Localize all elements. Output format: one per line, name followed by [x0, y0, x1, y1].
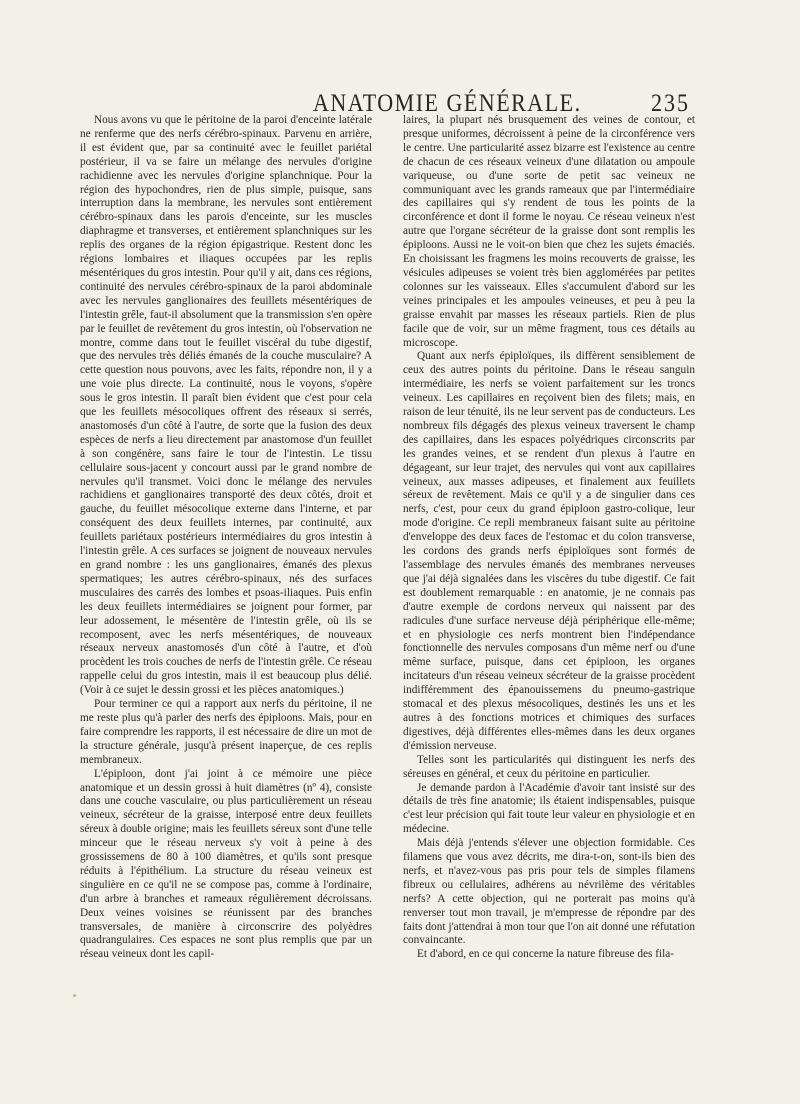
paragraph: Nous avons vu que le péritoine de la paroi d'enceinte latérale ne renferme que des nerfs cérébro-spinaux. Parvenu en arrière, il est évident que, par sa continuité avec le feuillet pariétal postérieur, il va se faire un mélange des nervules d'origine rachidienne avec les nervules d'origine splanchnique. Pour la région des hypochondres, rien de plus simple, puisque, sans interruption dans la membrane, les nervules sont entièrement cérébro-spinaux dans les parois d'enceinte, sur les muscles diaphragme et transverses, et entièrement splanchniques sur les replis des organes de la région épigastrique. Restent donc les régions lombaires et iliaques occupées par les replis mésentériques du gros intestin. Pour qu'il y ait, dans ces régions, continuité des nervules cérébro-spinaux de la paroi abdominale avec les nervules ganglionaires des feuillets mésentériques de l'intestin grêle, faut-il absolument que la transmission s'en opère par le feuillet de revêtement du gros intestin, où l'observation ne montre, comme dans tout le feuillet viscéral du tube digestif, que des nervules très déliés émanés de la couche musculaire? A cette question nous pouvons, avec les faits, répondre non, il y a une voie plus directe. La continuité, nous le voyons, s'opère sous le gros intestin. Il paraît bien évident que c'est pour cela que les feuillets mésocoliques offrent des réseaux si serrés, anastomosés d'un côté à l'autre, de sorte que la fusion des deux espèces de nerfs a lieu directement par anastomose d'un feuillet à son congénère, sans faire le tour de l'intestin. Le tissu cellulaire sous-jacent y concourt aussi par le grand nombre de nervules qu'il transmet. Voici donc le mélange des nervules rachidiens et ganglionaires transporté des deux côtés, droit et gauche, du feuillet mésocolique externe dans l'interne, et par conséquent des deux feuillets internes, par continuité, aux feuillets pariétaux postérieurs intermédiaires du gros intestin à l'intestin grêle. A ces surfaces se joignent de nouveaux nervules en grand nombre : les uns ganglionaires, émanés des plexus spermatiques; les autres cérébro-spinaux, nés des surfaces musculaires des carrés des lombes et psoas-iliaques. Puis enfin les deux feuillets intermédiaires se joignent pour former, par leur adossement, le mésentère de l'intestin grêle, où ils se recomposent, avec les nerfs mésentériques, de nouveaux réseaux nerveux anastomosés d'un côté à l'autre, et d'où procèdent les trois couches de nerfs de l'intestin grêle. Ce réseau rappelle celui du gros intestin, mais il est beaucoup plus délié. (Voir à ce sujet le dessin grossi et les pièces anatomiques.): [80, 114, 372, 697]
running-title: ANATOMIE GÉNÉRALE.: [313, 88, 582, 117]
paragraph: Telles sont les particularités qui distinguent les nerfs des séreuses en général, et ceux du péritoine en particulier.: [403, 753, 695, 780]
paragraph: Je demande pardon à l'Académie d'avoir tant insisté sur des détails de très fine anatomie; ils étaient indispensables, puisque c'est leur précision qui fait toute leur valeur en physiologie et en médecine.: [403, 781, 695, 836]
left-column: [80, 114, 372, 962]
paragraph: L'épiploon, dont j'ai joint à ce mémoire une pièce anatomique et un dessin grossi à huit diamètres (nº 4), consiste dans une couche vasculaire, ou plus particulièrement un réseau veineux, sécréteur de la graisse, interposé entre deux feuillets séreux à double origine; mais les feuillets séreux sont d'une telle minceur que le réseau nerveux s'y voit à peine à des grossissemens de 80 à 100 diamètres, et qu'ils sont presque réduits à l'épithélium. La structure du réseau veineux est singulière en ce qu'il ne se compose pas, comme à l'ordinaire, d'un arbre à branches et rameaux régulièrement décroissans. Deux veines voisines se réunissent par des branches transversales, de manière à circonscrire des polyèdres quadrangulaires. Ces espaces ne sont plus remplis que par un réseau veineux dont les capil-: [80, 767, 372, 961]
paragraph: Quant aux nerfs épiploïques, ils diffèrent sensiblement de ceux des autres points du péritoine. Dans le réseau sanguin intermédiaire, les nerfs se voient parfaitement sur les troncs veineux. Les capillaires en reçoivent bien des filets; mais, en raison de leur ténuité, ils ne leur servent pas de conducteurs. Les nombreux fils dégagés des plexus veineux traversent le champ des capillaires, dans les espaces polyédriques circonscrits par les grandes veines, et se rendent d'un plexus à l'autre en dégageant, sur leur trajet, des nervules qui vont aux capillaires veineux, aux masses adipeuses, et finalement aux feuillets séreux de revêtement. Mais ce qu'il y a de singulier dans ces nerfs, c'est, pour ceux du grand épiploon gastro-colique, leur mode d'origine. Ce repli membraneux faisant suite au péritoine d'enveloppe des deux faces de l'estomac et du colon transverse, les cordons des grands nerfs épiploïques sont formés de l'assemblage des nervules émanés des membranes nerveuses que j'ai déjà signalées dans les viscères du tube digestif. Ce fait est doublement remarquable : en anatomie, je ne connais pas d'autre exemple de cordons nerveux qui naissent par des radicules d'une surface nerveuse déjà périphérique elle-même; et en physiologie ces nerfs montrent bien l'indépendance fonctionnelle des nervules composans d'un même nerf ou d'une même surface, puisque, dans cet épiploon, les organes incitateurs d'un réseau veineux sécréteur de la graisse procèdent indifféremment des épanouissemens du pneumo-gastrique stomacal et des plexus mésocoliques, destinés les uns et les autres à des fonctions motrices et chimiques des surfaces digestives, déjà différentes elles-mêmes dans les deux organes d'émission nerveuse.: [403, 350, 695, 752]
paragraph: Mais déjà j'entends s'élever une objection formidable. Ces filamens que vous avez décrits, me dira-t-on, sont-ils bien des nerfs, et n'avez-vous pas pris pour tels de simples filamens fibreux ou cellulaires, adhérens au névrilème des véritables nerfs? A cette objection, qui ne porterait pas moins qu'à renverser tout mon travail, je m'empresse de répondre par des faits dont j'attendrai à mon tour que l'on ait donné une réfutation convaincante.: [403, 837, 695, 947]
page-number: 235: [651, 88, 690, 117]
right-column: [403, 114, 695, 962]
paragraph: Et d'abord, en ce qui concerne la nature fibreuse des fila-: [417, 948, 675, 961]
paper-speck: [73, 994, 76, 997]
paragraph: laires, la plupart nés brusquement des veines de contour, et presque uniformes, décroissent à peine de la circonférence vers le centre. Une particularité assez bizarre est l'existence au centre de chacun de ces réseaux veineux d'une dilatation ou ampoule variqueuse, ou d'une sorte de petit sac veineux ne communiquant avec les grands rameaux que par l'intermédiaire des capillaires qui s'y rendent de tous les points de la circonférence et dont il forme le noyau. Ce réseau veineux n'est autre que l'organe sécréteur de la graisse dont sont remplis les épiploons. Aussi ne le voit-on bien que chez les sujets émaciés. En choisissant les fragmens les moins recouverts de graisse, les vésicules adipeuses se voient très bien agglomérées par petites colonnes sur les vaisseaux. Elles s'accumulent d'abord sur les veines principales et les ampoules veineuses, et peu à peu la graisse envahit par masses les réseaux partiels. Rien de plus facile que de voir, sur un même fragment, tous ces détails au microscope.: [403, 114, 695, 349]
paragraph: Pour terminer ce qui a rapport aux nerfs du péritoine, il ne me reste plus qu'à parler des nerfs des épiploons. Mais, pour en faire comprendre les rapports, il est nécessaire de dire un mot de la structure générale, jusqu'à présent inaperçue, de ces replis membraneux.: [80, 698, 372, 766]
